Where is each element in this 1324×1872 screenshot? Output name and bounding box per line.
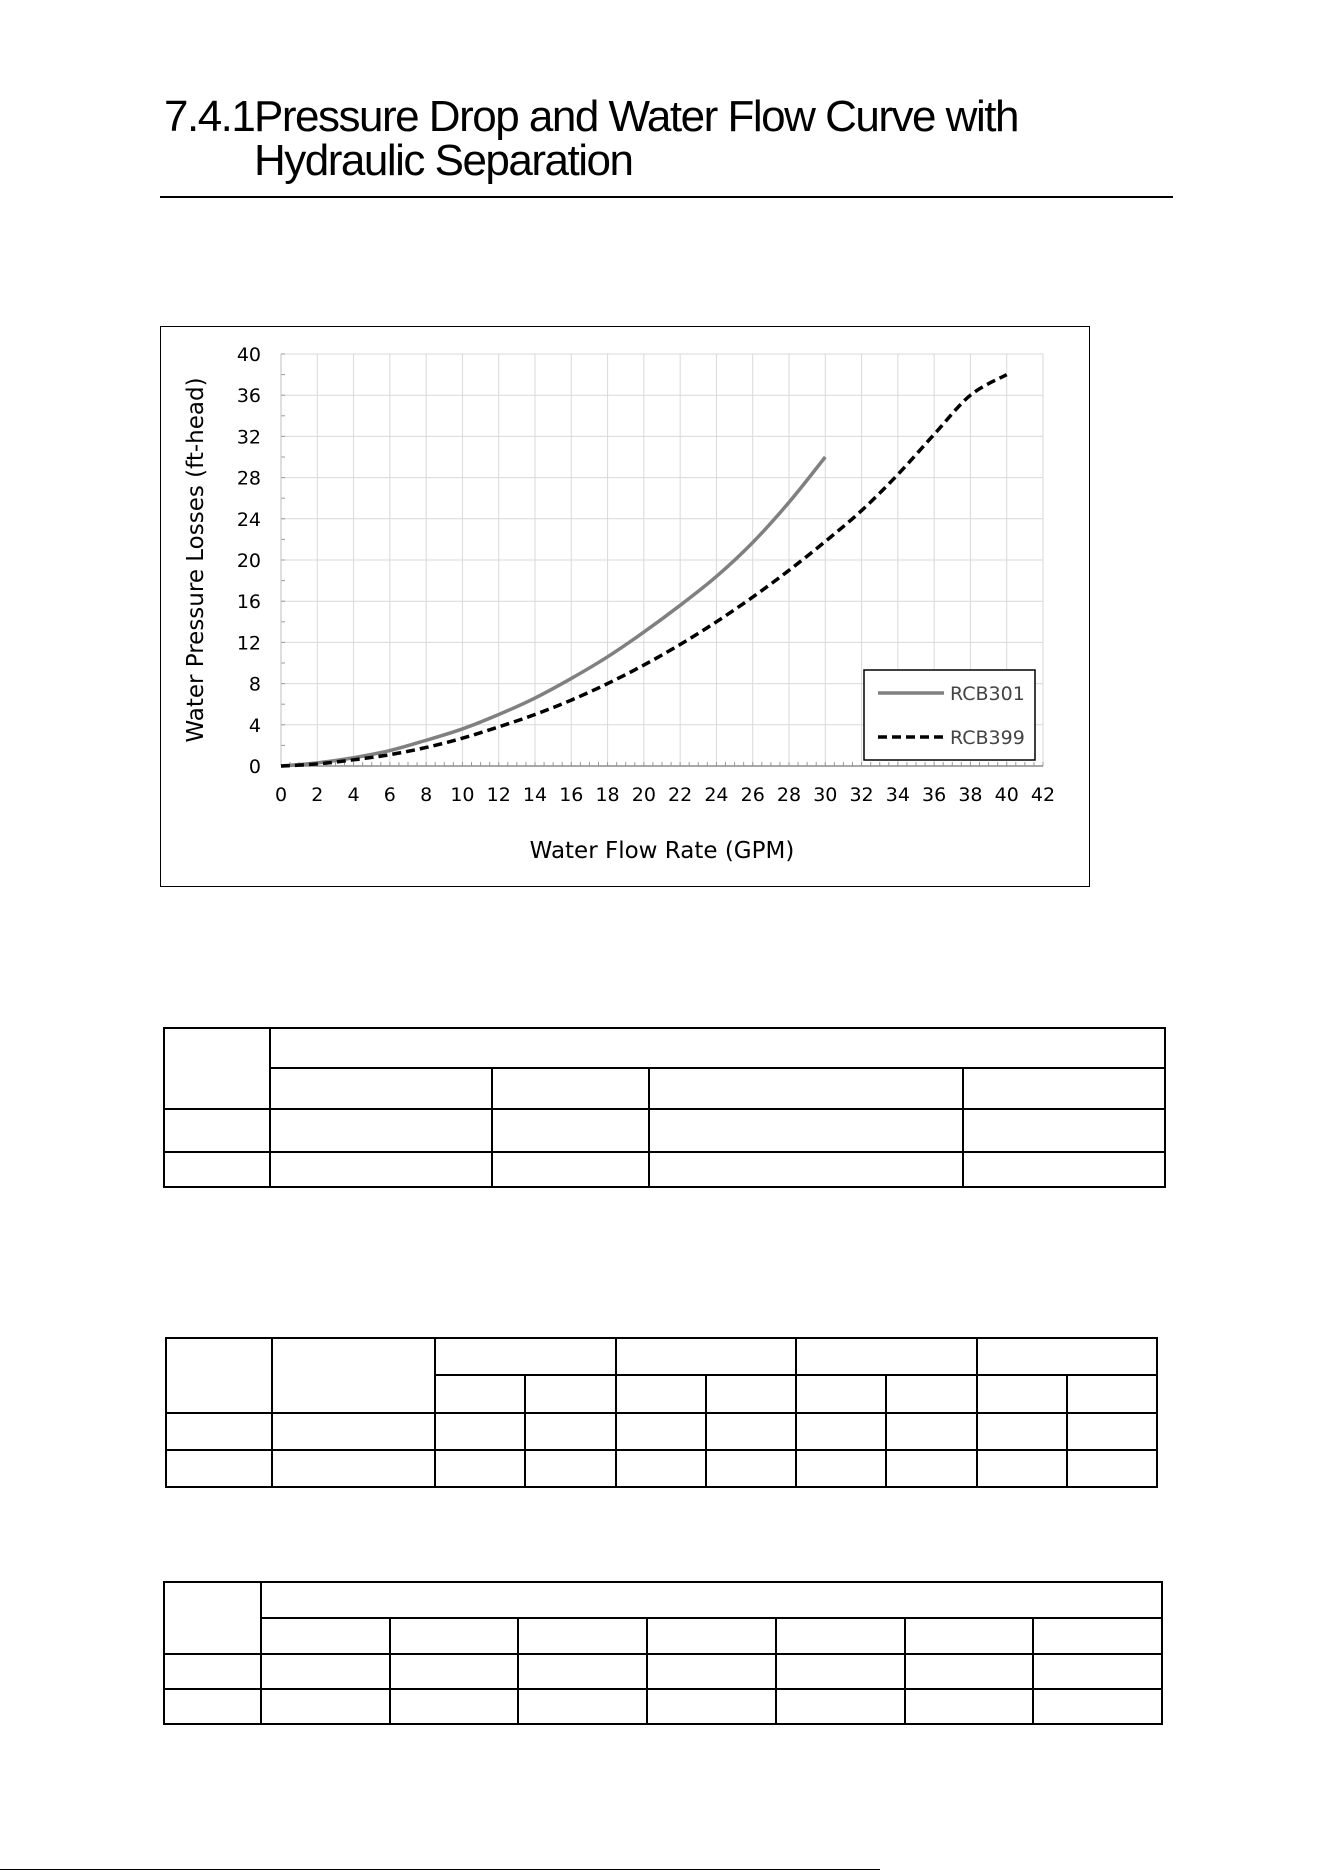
table-cell [261, 1689, 390, 1724]
table-cell [525, 1413, 615, 1450]
table-cell [164, 1028, 270, 1109]
section-title-line-2: Hydraulic Separation [254, 136, 633, 185]
table-cell [518, 1618, 647, 1654]
legend-label-rcb399: RCB399 [950, 727, 1025, 749]
table-cell [796, 1338, 977, 1375]
table-cell [796, 1375, 886, 1413]
table-cell [905, 1654, 1034, 1689]
table-cell [164, 1689, 261, 1724]
table-cell [647, 1689, 776, 1724]
x-tick-label: 20 [631, 784, 656, 806]
table-cell [616, 1375, 706, 1413]
x-tick-label: 36 [922, 784, 947, 806]
table-row [164, 1654, 1162, 1689]
y-tick-label: 28 [236, 467, 261, 490]
x-tick-label: 22 [668, 784, 693, 806]
y-tick-label: 0 [248, 756, 261, 778]
table-cell [164, 1654, 261, 1689]
table-cell [261, 1654, 390, 1689]
table-cell [706, 1413, 796, 1450]
table-cell [492, 1109, 649, 1152]
table-cell [435, 1450, 525, 1487]
table-1 [163, 1027, 1166, 1188]
table-cell [1033, 1689, 1162, 1724]
y-tick-label: 16 [236, 591, 261, 614]
table-cell [525, 1450, 615, 1487]
y-tick-label: 40 [236, 344, 261, 366]
table-cell [270, 1152, 492, 1187]
x-tick-label: 38 [958, 784, 983, 806]
table-cell [435, 1338, 616, 1375]
x-tick-label: 12 [486, 784, 511, 806]
y-tick-label: 24 [236, 508, 261, 531]
table-cell [649, 1068, 963, 1109]
series-line-rcb301 [281, 457, 825, 766]
y-tick-label: 12 [236, 632, 261, 655]
x-tick-label: 0 [274, 784, 288, 806]
table-3 [163, 1581, 1163, 1725]
table-cell [977, 1375, 1067, 1413]
table-cell [977, 1338, 1158, 1375]
y-tick-label: 4 [248, 714, 261, 737]
x-axis-title: Water Flow Rate (GPM) [529, 838, 795, 864]
table-cell [492, 1152, 649, 1187]
table-cell [1033, 1654, 1162, 1689]
y-tick-label: 32 [236, 426, 261, 449]
table-cell [525, 1375, 615, 1413]
table-cell [164, 1152, 270, 1187]
table-cell [963, 1068, 1165, 1109]
table-row [164, 1689, 1162, 1724]
x-tick-label: 4 [347, 784, 360, 806]
table-cell [435, 1375, 525, 1413]
section-title-line-1: Pressure Drop and Water Flow Curve with [254, 92, 1018, 141]
table-cell [164, 1582, 261, 1654]
table-cell [390, 1689, 519, 1724]
table-cell [1067, 1413, 1157, 1450]
table-cell [649, 1152, 963, 1187]
table-cell [886, 1450, 976, 1487]
table-cell [796, 1413, 886, 1450]
table-cell [796, 1450, 886, 1487]
x-tick-label: 10 [450, 784, 475, 806]
table-cell [390, 1654, 519, 1689]
x-tick-label: 16 [559, 784, 584, 806]
table-row [164, 1152, 1165, 1187]
x-tick-label: 40 [994, 784, 1019, 806]
table-cell [706, 1450, 796, 1487]
x-tick-label: 14 [522, 784, 548, 806]
table-cell [963, 1109, 1165, 1152]
table-cell [166, 1413, 272, 1450]
x-tick-label: 30 [813, 784, 838, 806]
x-tick-label: 6 [383, 784, 396, 806]
table-cell [1033, 1618, 1162, 1654]
y-tick-label: 36 [236, 385, 261, 408]
table-cell [270, 1068, 492, 1109]
table-cell [886, 1413, 976, 1450]
table-cell [166, 1338, 272, 1413]
table-cell [776, 1689, 905, 1724]
table-cell [963, 1152, 1165, 1187]
table-cell [164, 1109, 270, 1152]
table-cell [647, 1654, 776, 1689]
table-cell [616, 1450, 706, 1487]
y-tick-label: 20 [236, 550, 261, 572]
x-tick-label: 34 [885, 784, 910, 806]
x-tick-label: 28 [776, 784, 802, 806]
table-cell [261, 1618, 390, 1654]
table-cell [1067, 1450, 1157, 1487]
x-tick-label: 8 [420, 784, 433, 806]
table-cell [435, 1413, 525, 1450]
table-row [166, 1413, 1157, 1450]
pressure-drop-chart [161, 327, 1091, 888]
x-tick-label: 18 [595, 784, 620, 806]
table-cell [270, 1109, 492, 1152]
footer-rule [0, 1869, 880, 1870]
table-cell [706, 1375, 796, 1413]
y-tick-label: 8 [248, 673, 261, 696]
table-cell [261, 1582, 1162, 1618]
table-cell [166, 1450, 272, 1487]
section-number: 7.4.1 [164, 92, 255, 141]
y-axis-title: Water Pressure Losses (ft-head) [183, 377, 209, 743]
table-cell [616, 1338, 797, 1375]
table-cell [272, 1338, 435, 1413]
table-cell [977, 1413, 1067, 1450]
table-cell [905, 1618, 1034, 1654]
heading-rule [160, 196, 1173, 198]
x-tick-label: 42 [1030, 784, 1056, 806]
table-cell [649, 1109, 963, 1152]
legend-label-rcb301: RCB301 [950, 683, 1025, 705]
x-tick-label: 24 [704, 784, 729, 806]
x-tick-label: 32 [849, 784, 874, 806]
table-cell [776, 1654, 905, 1689]
table-2 [165, 1337, 1158, 1488]
chart-frame [160, 326, 1090, 887]
table-cell [776, 1618, 905, 1654]
table-cell [272, 1450, 435, 1487]
table-row [166, 1450, 1157, 1487]
table-row [164, 1109, 1165, 1152]
table-cell [272, 1413, 435, 1450]
table-cell [616, 1413, 706, 1450]
table-cell [647, 1618, 776, 1654]
table-cell [492, 1068, 649, 1109]
x-tick-label: 26 [740, 784, 765, 806]
table-cell [977, 1450, 1067, 1487]
table-cell [390, 1618, 519, 1654]
table-cell [1067, 1375, 1157, 1413]
table-cell [905, 1689, 1034, 1724]
table-cell [518, 1689, 647, 1724]
table-cell [886, 1375, 976, 1413]
table-cell [518, 1654, 647, 1689]
table-cell [270, 1028, 1165, 1068]
x-tick-label: 2 [311, 784, 324, 806]
